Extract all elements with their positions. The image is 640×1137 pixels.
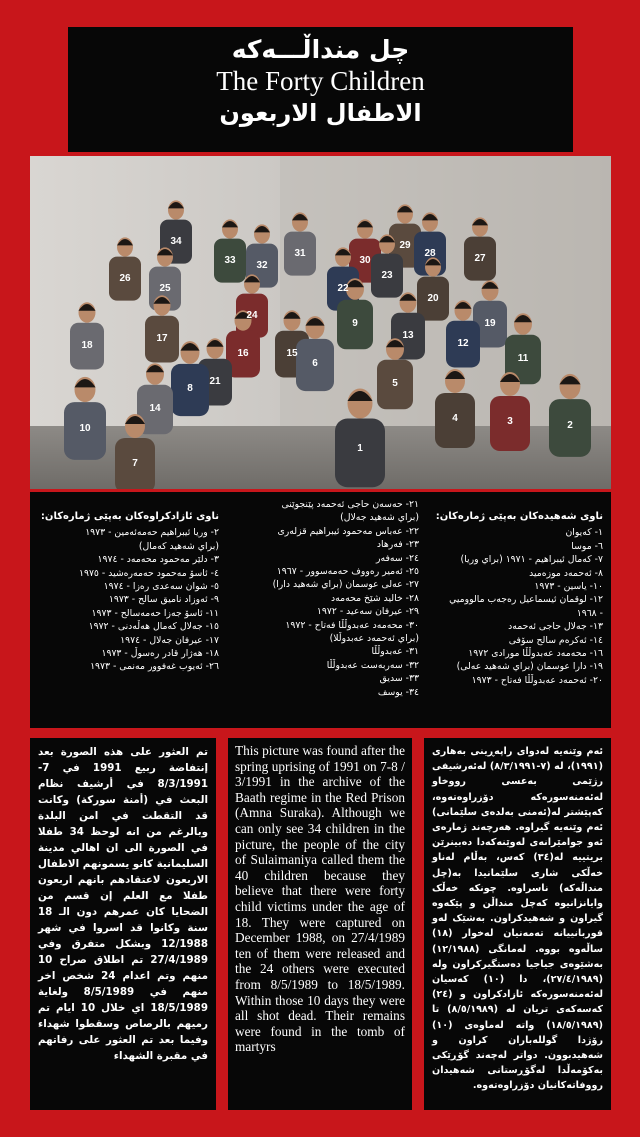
middle-item: (براي شەهید جەلال) <box>340 512 419 524</box>
names-panel <box>30 492 611 728</box>
child-number-label: 23 <box>381 270 393 281</box>
child-number-label: 27 <box>474 253 486 264</box>
child-number-label: 5 <box>392 378 398 389</box>
title-kurdish: چل منداڵـــەکە <box>231 35 410 64</box>
martyrs-list <box>425 496 603 687</box>
martyrs-item: ٧- کەمال ئیبراهیم - ١٩٧١ (براي وريا) <box>460 554 603 566</box>
child-number-label: 13 <box>402 330 414 341</box>
middle-item: (براي ئەحمەد عەبدوڵلا) <box>329 633 419 645</box>
child-number-label: 31 <box>294 248 306 259</box>
middle-item: ٢٢- عەباس مەحمود ئیبراهیم قزلەری <box>277 525 419 537</box>
released-item: ٤- ئاسۆ مەحمود حەمەرەشید - ١٩٧٥ <box>78 567 219 579</box>
child-number-label: 17 <box>156 333 168 344</box>
arabic-text: تم العثور على هذه الصورة بعد إنتفاضة ربيع 1991 في 7-8/3/1991 في أرشيف نظام البعث في (أمنة سوركة) وكانت قد التقطت في امن البلدة وبالرغم من انه لوحظ 34 طفلا في الصورة الى ان اهالي مدينة السليمانية كانو يسمونهم الاطفال الاربعون لاعتقادهم بانهم اربعون طفلا مع العلم إن قسم من الضحايا كان عمرهم دون الـ 18 سنة وكانوا قد اسروا في شهر 12/1988 وبشكل متفرق وفي 27/4/1989 تم اطلاق صراح 10 منهم وتم اعدام 24 شخص اخر منهم في 8/5/1989 ولغاية 18/5/1989 اي خلال 10 ايام تم رميهم بالرصاص وسقطوا شهداء وفيما بعد تم العثور على رفاتهم في مقبرة الشهداء <box>38 746 208 1062</box>
martyrs-item: ٨- ئەحمەد موزەمید <box>529 567 603 579</box>
middle-item: ٣٤- یوسف <box>377 686 419 698</box>
released-item: ١٧- عیرفان جەلال - ١٩٧٤ <box>120 634 219 646</box>
middle-item: ٣٠- محەمەد عەبدوڵڵا فەتاح - ١٩٧٢ <box>285 619 419 631</box>
child-number-label: 29 <box>399 240 411 251</box>
martyrs-item: ١٩- دارا عوسمان (براي شەهید عەلی) <box>456 661 603 673</box>
martyrs-item: ١٦- محەمەد عەبدوڵڵا مورادی ١٩٧٢ <box>468 648 603 660</box>
child-number-label: 30 <box>359 255 371 266</box>
child-number-label: 1 <box>357 443 363 454</box>
released-item: ١٨- هەژار قادر رەسوڵ - ١٩٧٣ <box>101 648 219 660</box>
kurdish-description <box>424 738 611 1110</box>
martyrs-heading: ناوی شەهیدەکان بەپێی ژمارەکان: <box>435 511 603 522</box>
title-panel <box>68 27 573 152</box>
child-number-label: 28 <box>424 248 436 259</box>
child-number-label: 32 <box>256 260 268 271</box>
child-number-label: 10 <box>79 423 91 434</box>
child-number-label: 16 <box>237 348 249 359</box>
english-description <box>228 738 412 1110</box>
middle-item: ٢٨- خالید شێخ محەمەد <box>331 592 419 604</box>
child-number-label: 6 <box>312 358 318 369</box>
released-item: ٩- ئەوزاد نامیق سالح - ١٩٧٣ <box>108 594 219 606</box>
middle-item: ٢٤- سەفەر <box>375 552 419 564</box>
released-item: ٣- دلێر مەحمود محەمەد - ١٩٧٤ <box>97 554 219 566</box>
child-number-label: 11 <box>517 353 529 364</box>
middle-item: ٢٧- عەلی عوسمان (براي شەهید دارا) <box>272 579 419 591</box>
released-heading: ناوی ئازادکراوەکان بەپێی ژمارەکان: <box>40 511 219 522</box>
released-item: ١٥- جەلال کەمال هەڵەدنی - ١٩٧٢ <box>88 621 219 633</box>
title-arabic: الاطفال الاربعون <box>219 99 422 127</box>
middle-item: ٢٩- عیرفان سەعید - ١٩٧٢ <box>316 606 419 618</box>
child-number-label: 7 <box>132 458 138 469</box>
child-number-label: 21 <box>209 376 221 387</box>
released-item: (براي شەهید کەمال) <box>138 540 219 552</box>
child-number-label: 34 <box>170 236 182 247</box>
child-number-label: 19 <box>484 318 496 329</box>
martyrs-item: ٢٠- ئەحمەد عەبدوڵڵا فەتاح - ١٩٧٣ <box>471 674 603 686</box>
middle-item: ٣١- عەبدوڵڵا <box>371 646 419 658</box>
released-item: ٢- وریا ئیبراهیم حەمەئەمین - ١٩٧٣ <box>85 527 219 539</box>
kurdish-text: ئەم وێنەیە لەدوای راپەڕینی بەهاری (١٩٩١)، لە (٧-٨/٣/١٩٩١) لەئەرشیفی رژێمی بەعسی رووخاو لەئەمنەسورەکە دۆزراوەتەوە، کەپێشتر لە(ئەمنی بەلدەی سلێمانی) ئەم وێنەیە گیراوە. هەرچەند ژمارەی ئەو جوامێرانەی لەوێنەکەدا دەبینرێن بریتییە لە(٣٤) کەس، بەڵام لەناو خەڵکی شاری سلێمانیدا بە(چل منداڵەکە) ناسراوە. چونکە خەڵک وایانزانیوە کەچل منداڵن و پێکەوە گیراون و شەهیدکراون. بەشێک لەو قوربانییانە تەمەنیان لەخوار (١٨) ساڵەوە بووە. لەمانگی (١٢/١٩٨٨) بەشێوەی جیاجیا دەستگیرکراون ولە (٢٧/٤/١٩٨٩)، دا (١٠) کەسیان لەئەمنەسورەکە ئازادکراون و (٢٤) کەسەکەی تریان لە (٨/٥/١٩٨٩) تا (١٨/٥/١٩٨٩) واتە لەماوەی (١٠) رۆژدا گوللەباران کراون و شەهیدبوون. دواتر لەچەند گۆڕێکی بەکۆمەڵدا لەگۆڕستانی شەهیدان رووفاتەکانیان دۆزراوەتەوە. <box>432 746 604 1092</box>
child-number-label: 12 <box>457 338 469 349</box>
child-number-label: 4 <box>452 413 458 424</box>
martyrs-item: ١٢- لوقمان ئیسماعیل رەجەب مالووميي <box>449 594 603 606</box>
martyrs-item: ١٤- ئەکرەم سالح سۆفی <box>508 634 603 646</box>
group-photo-image <box>30 156 611 489</box>
martyrs-list-continued <box>223 496 419 699</box>
child-number-label: 24 <box>246 310 258 321</box>
child-number-label: 9 <box>352 318 358 329</box>
child-number-label: 25 <box>159 283 171 294</box>
middle-item: ٣٣- سدیق <box>379 673 419 685</box>
middle-item: ٢١- حەسەن حاجی ئەحمەد پێنجوێنی <box>281 499 419 510</box>
martyrs-item: ١- کەیوان <box>565 527 603 539</box>
martyrs-item: ١٣- جەلال حاجی ئەحمەد <box>508 621 603 633</box>
child-number-label: 8 <box>187 383 193 394</box>
child-number-label: 33 <box>224 255 236 266</box>
child-number-label: 26 <box>119 273 131 284</box>
child-number-label: 14 <box>149 403 161 414</box>
released-item: ١١- ئاسۆ جەزا حەمەسالح - ١٩٧٣ <box>91 607 219 619</box>
middle-item: ٣٢- سەربەست عەبدوڵڵا <box>326 659 419 671</box>
english-text: This picture was found after the spring uprising of 1991 on 7-8 / 3/1991 in the archive of the Baath regime in the Red Prison (Amna Suraka). Although we can only see 34 children in the picture, the people of the city of Sulaimaniya called them the 40 children because they believe that there were forty child victims under the age of 18. They were captured on December 1988, on 27/4/1989 ten of them were released and the 24 others were executed from 8/5/1989 to 18/5/1989. Within those 10 days they were all shot dead. Their remains were found in the tomb of martyrs <box>235 743 405 1055</box>
title-english: The Forty Children <box>216 66 425 96</box>
released-item: ٢٦- ئەیوب غەفوور مەنمی - ١٩٧٣ <box>90 661 219 673</box>
released-list <box>35 496 219 674</box>
child-number-label: 20 <box>427 293 439 304</box>
martyrs-item: - ١٩٦٨ <box>576 607 603 619</box>
child-number-label: 22 <box>337 283 349 294</box>
child-number-label: 2 <box>567 420 573 431</box>
released-item: ٥- شوان سەعدی رەزا - ١٩٧٤ <box>103 581 219 593</box>
group-photo <box>30 156 611 489</box>
martyrs-item: ١٠- یاسین - ١٩٧٣ <box>534 581 603 593</box>
arabic-description <box>30 738 216 1110</box>
middle-item: ٢٣- فەرهاد <box>376 539 419 551</box>
child-number-label: 18 <box>81 340 93 351</box>
middle-item: ٢٥- ئەمیر رەووف حەمەسوور - ١٩٦٧ <box>276 566 419 578</box>
child-number-label: 15 <box>286 348 298 359</box>
martyrs-item: ٦- موسا <box>571 540 603 552</box>
child-number-label: 3 <box>507 416 513 427</box>
